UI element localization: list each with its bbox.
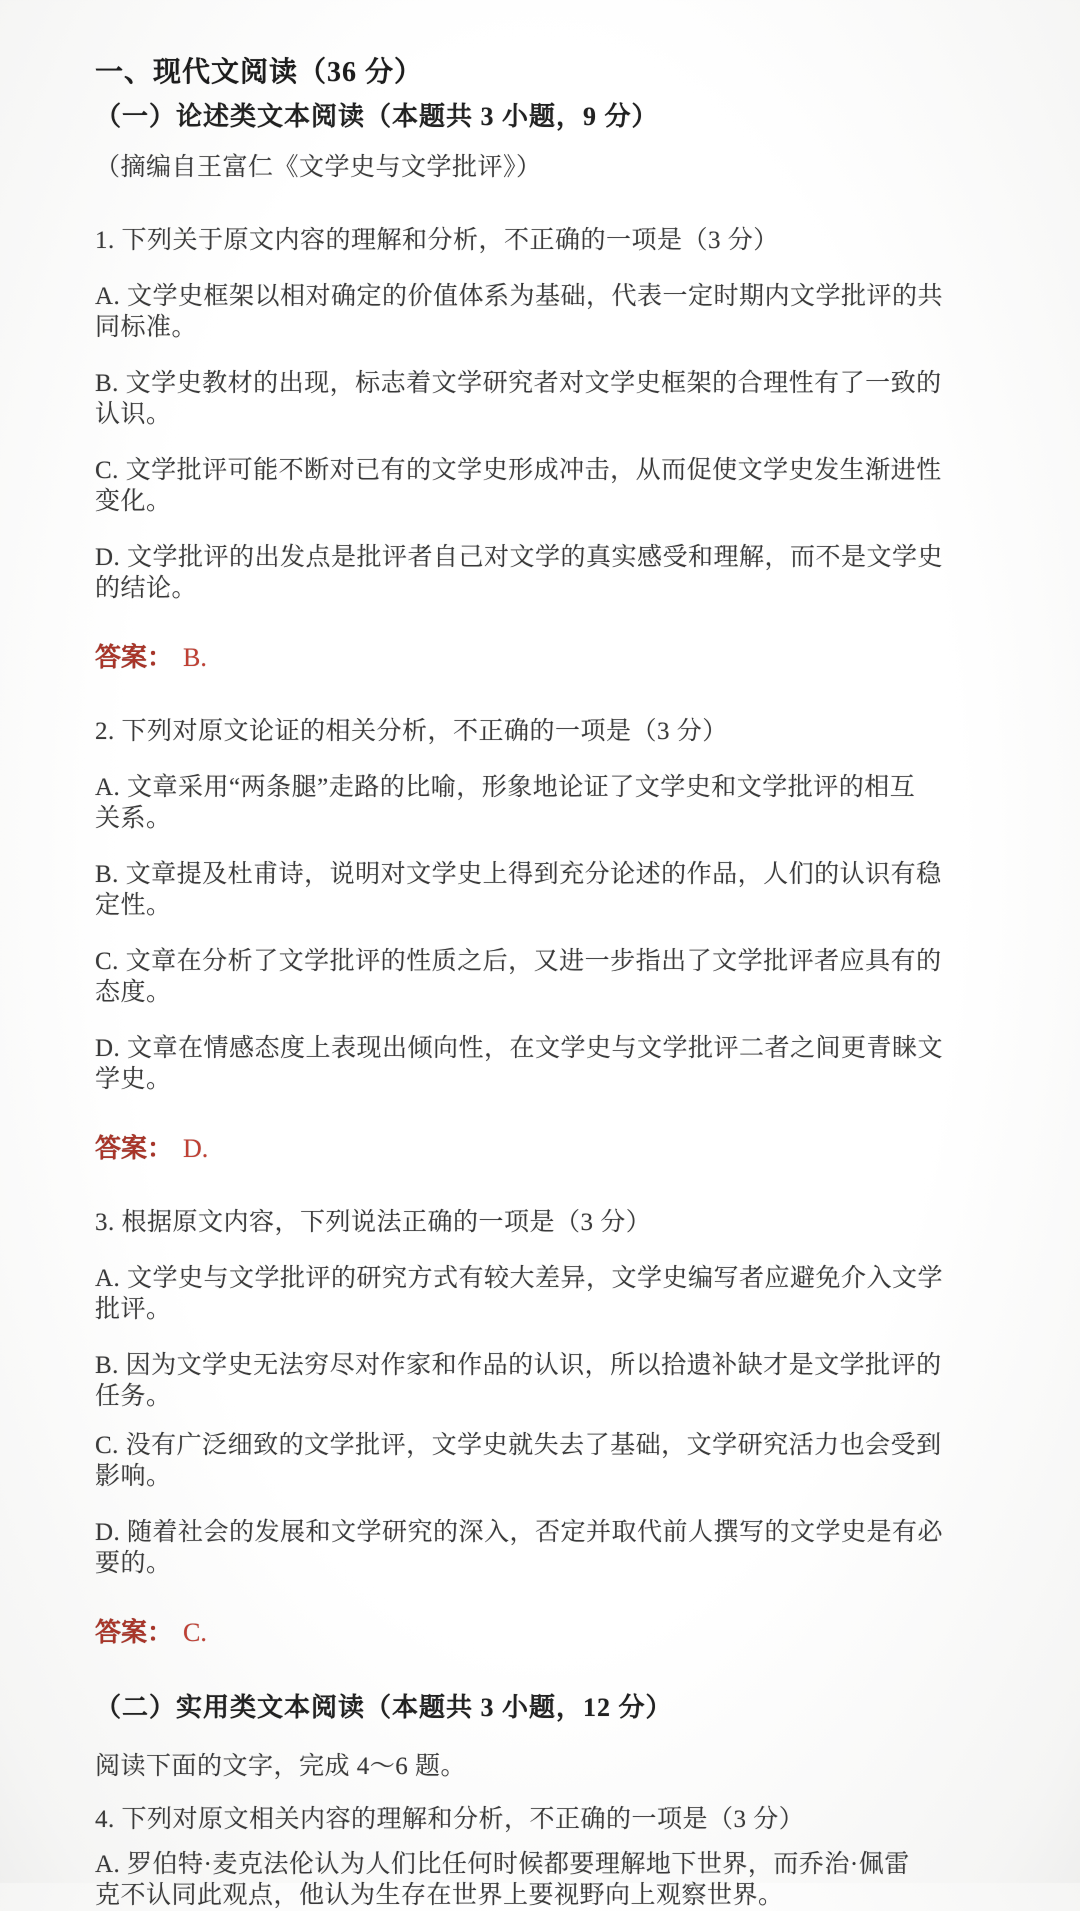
option-line: C. 文学批评可能不断对已有的文学史形成冲击，从而促使文学史发生渐进性	[95, 457, 942, 484]
option-line: 定性。	[95, 892, 172, 919]
question-2-stem: 2. 下列对原文论证的相关分析，不正确的一项是（3 分）	[95, 718, 728, 745]
option-line: 变化。	[95, 488, 172, 515]
option-line: B. 文学史教材的出现，标志着文学研究者对文学史框架的合理性有了一致的	[95, 370, 942, 397]
option-line: D. 随着社会的发展和文学研究的深入，否定并取代前人撰写的文学史是有必	[95, 1519, 944, 1546]
option-line: 要的。	[95, 1550, 172, 1577]
question-2-option-d	[95, 1033, 990, 1095]
answer-label: 答案：	[95, 643, 174, 672]
option-line: D. 文章在情感态度上表现出倾向性，在文学史与文学批评二者之间更青睐文	[95, 1035, 944, 1062]
option-line: A. 文学史与文学批评的研究方式有较大差异，文学史编写者应避免介入文学	[95, 1265, 944, 1292]
answer-letter: D.	[183, 1134, 209, 1163]
option-line: B. 文章提及杜甫诗，说明对文学史上得到充分论述的作品，人们的认识有稳	[95, 861, 942, 888]
option-line: D. 文学批评的出发点是批评者自己对文学的真实感受和理解，而不是文学史	[95, 544, 944, 571]
question-3-option-b	[95, 1350, 990, 1412]
question-1-option-a	[95, 281, 990, 343]
option-line: C. 没有广泛细致的文学批评，文学史就失去了基础，文学研究活力也会受到	[95, 1432, 942, 1459]
option-line: 任务。	[95, 1383, 172, 1410]
option-line: A. 文学史框架以相对确定的价值体系为基础，代表一定时期内文学批评的共	[95, 283, 944, 310]
option-line: 的结论。	[95, 575, 198, 602]
question-3-option-d	[95, 1517, 990, 1579]
reading-instruction: 阅读下面的文字，完成 4～6 题。	[95, 1753, 467, 1780]
question-3-answer	[95, 1617, 990, 1649]
answer-letter: C.	[183, 1618, 207, 1647]
option-line: A. 文章采用“两条腿”走路的比喻，形象地论证了文学史和文学批评的相互	[95, 774, 916, 801]
question-2-option-b	[95, 859, 990, 921]
source-note: （摘编自王富仁《文学史与文学批评》）	[95, 154, 542, 181]
option-line: 学史。	[95, 1066, 172, 1093]
question-2-answer	[95, 1133, 990, 1165]
answer-label: 答案：	[95, 1618, 174, 1647]
question-2-option-a	[95, 772, 990, 834]
question-3-option-a	[95, 1263, 990, 1325]
subsection-1-heading: （一）论述类文本阅读（本题共 3 小题，9 分）	[95, 102, 659, 131]
question-1-option-d	[95, 542, 990, 604]
question-1-stem: 1. 下列关于原文内容的理解和分析，不正确的一项是（3 分）	[95, 227, 779, 254]
answer-letter: B.	[183, 643, 207, 672]
option-line: 态度。	[95, 979, 172, 1006]
question-2-option-c	[95, 946, 990, 1008]
option-line: 关系。	[95, 805, 172, 832]
question-3-stem: 3. 根据原文内容，下列说法正确的一项是（3 分）	[95, 1209, 652, 1236]
option-line: 同标准。	[95, 314, 198, 341]
question-3-option-c	[95, 1430, 990, 1492]
section-heading: 一、现代文阅读（36 分）	[95, 57, 424, 88]
answer-label: 答案：	[95, 1134, 174, 1163]
option-line: 批评。	[95, 1296, 172, 1323]
question-4-stem: 4. 下列对原文相关内容的理解和分析，不正确的一项是（3 分）	[95, 1806, 805, 1833]
question-1-option-b	[95, 368, 990, 430]
option-line: 认识。	[95, 401, 172, 428]
option-line: A. 罗伯特·麦克法伦认为人们比任何时候都要理解地下世界，而乔治·佩雷	[95, 1851, 910, 1878]
question-1-option-c	[95, 455, 990, 517]
option-line: 影响。	[95, 1463, 172, 1490]
option-line: B. 因为文学史无法穷尽对作家和作品的认识，所以拾遗补缺才是文学批评的	[95, 1352, 942, 1379]
option-line: 克不认同此观点，他认为生存在世界上要视野向上观察世界。	[95, 1882, 784, 1909]
subsection-2-heading: （二）实用类文本阅读（本题共 3 小题，12 分）	[95, 1693, 673, 1722]
question-4-option-a	[95, 1849, 990, 1911]
option-line: C. 文章在分析了文学批评的性质之后，又进一步指出了文学批评者应具有的	[95, 948, 942, 975]
question-1-answer	[95, 642, 990, 674]
